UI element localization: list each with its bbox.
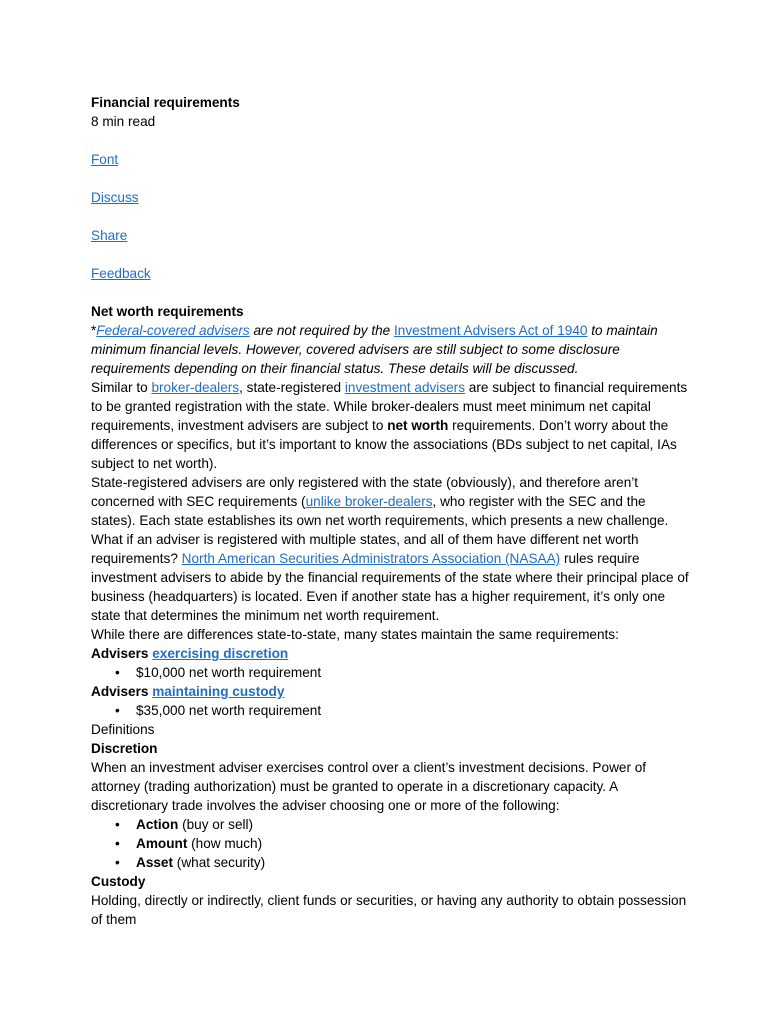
paragraph-state-registered xyxy=(91,473,691,625)
nasaa-link[interactable]: North American Securities Administrators Association (NASAA) xyxy=(181,551,561,566)
custody-requirement-list xyxy=(91,701,691,720)
discretion-term: Discretion xyxy=(91,741,158,756)
definitions-heading: Definitions xyxy=(91,722,155,737)
p2-text-3: are subject to financial requirements to be granted registration with the state. While broker-dealers must meet minimum net capital requirements, investment advisers are subject to xyxy=(91,380,688,433)
federal-covered-advisers-link[interactable]: Federal-covered advisers xyxy=(96,323,250,338)
choice-term: Amount xyxy=(136,836,188,851)
discretion-req-prefix: Advisers xyxy=(91,646,153,661)
feedback-link[interactable]: Feedback xyxy=(91,266,151,281)
read-time: 8 min read xyxy=(91,114,156,129)
net-worth-heading: Net worth requirements xyxy=(91,304,244,319)
choice-term: Asset xyxy=(136,855,174,870)
note-text-2: to maintain minimum financial levels. However, covered advisers are still subject to some disclosure requirements depending on their financial status. These details will be discussed. xyxy=(91,323,658,376)
choice-desc: (buy or sell) xyxy=(178,817,254,832)
federal-covered-note xyxy=(91,321,691,378)
p2-text-1: Similar to xyxy=(91,380,152,395)
list-item: • $35,000 net worth requirement xyxy=(136,701,691,720)
p2-bold-net-worth: net worth xyxy=(387,418,449,433)
custody-requirement-label xyxy=(91,682,691,701)
choice-desc: (how much) xyxy=(187,836,263,851)
broker-dealers-link[interactable]: broker-dealers xyxy=(151,380,240,395)
custody-req-prefix: Advisers xyxy=(91,684,153,699)
p2-text-2: , state-registered xyxy=(239,380,345,395)
share-link[interactable]: Share xyxy=(91,228,128,243)
choice-term: Action xyxy=(136,817,179,832)
discretion-requirement-list xyxy=(91,663,691,682)
discretion-requirement-label xyxy=(91,644,691,663)
p3-text-1: State-registered advisers are only registered with the state (obviously), and therefore aren’t concerned with SEC requirements ( xyxy=(91,475,639,509)
investment-advisers-act-link[interactable]: Investment Advisers Act of 1940 xyxy=(394,323,588,338)
exercising-discretion-link[interactable]: exercising discretion xyxy=(152,646,289,661)
maintaining-custody-link[interactable]: maintaining custody xyxy=(152,684,285,699)
discuss-link[interactable]: Discuss xyxy=(91,190,139,205)
discretion-definition: When an investment adviser exercises control over a client’s investment decisions. Power of attorney (trading authorization) must be granted to operate in a discretionary capacity. A discretionary trade involves the adviser choosing one or more of the following: xyxy=(91,760,647,813)
font-link[interactable]: Font xyxy=(91,152,119,167)
custody-term: Custody xyxy=(91,874,146,889)
p3-text-2: , who register with the SEC and the states). Each state establishes its own net worth requirements, which presents a new challenge. What if an adviser is registered with multiple states, and all of them have different net worth requirements? xyxy=(91,494,669,566)
list-item xyxy=(136,834,691,853)
list-item xyxy=(136,815,691,834)
custody-definition: Holding, directly or indirectly, client funds or securities, or having any authority to obtain possession of them xyxy=(91,893,687,927)
page-title: Financial requirements xyxy=(91,95,240,110)
note-star: * xyxy=(91,323,97,338)
p3-text-3: rules require investment advisers to abide by the financial requirements of the state where their principal place of business (headquarters) is located. Even if another state has a higher requirement, it’s only one state that determines the minimum net worth requirement. xyxy=(91,551,689,623)
note-text-1: are not required by the xyxy=(249,323,395,338)
paragraph-similar xyxy=(91,378,691,473)
document-page xyxy=(91,93,691,929)
discretion-choices-list xyxy=(91,815,691,872)
p2-text-4: requirements. Don’t worry about the differences or specifics, but it’s important to know the associations (BDs subject to net capital, IAs subject to net worth). xyxy=(91,418,677,471)
list-item xyxy=(136,853,691,872)
unlike-broker-dealers-link[interactable]: unlike broker-dealers xyxy=(305,494,433,509)
paragraph-differences: While there are differences state-to-state, many states maintain the same requirements: xyxy=(91,627,619,642)
investment-advisers-link[interactable]: investment advisers xyxy=(344,380,466,395)
choice-desc: (what security) xyxy=(173,855,266,870)
list-item: • $10,000 net worth requirement xyxy=(136,663,691,682)
